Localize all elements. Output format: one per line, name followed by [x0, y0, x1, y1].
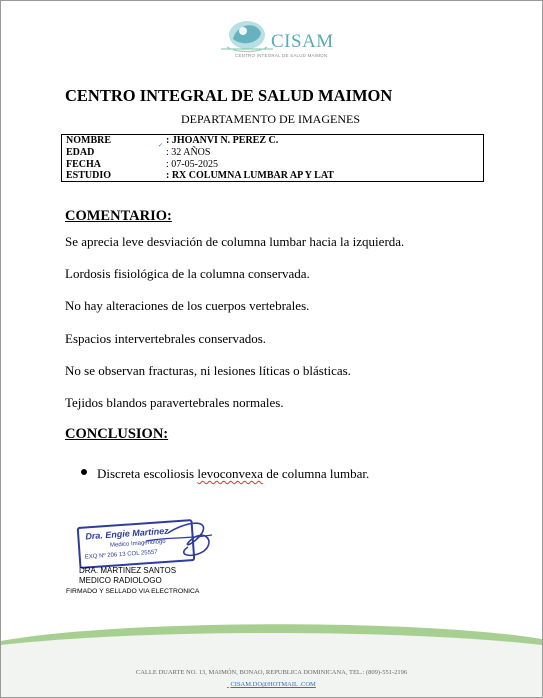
info-value: : JHOANVI N. PEREZ C. [166, 135, 279, 146]
comment-paragraph: Lordosis fisiológica de la columna conservada. [65, 266, 310, 281]
footer-email-line [1, 681, 542, 688]
stamp-id: EXQ Nº 206 13 COL 25557 [84, 549, 158, 561]
doctor-name: DRA. MARTINEZ SANTOS [79, 566, 177, 575]
info-label: FECHA [66, 159, 101, 170]
conclusion-item [97, 466, 369, 482]
conclusion-heading: CONCLUSION: [65, 426, 169, 442]
footer-address: CALLE DUARTE NO. 13, MAIMÓN, BONAO, REPUBLICA DOMINICANA, TEL.: (809)-551-2196 [135, 669, 408, 676]
info-value: : 32 AÑOS [166, 147, 211, 158]
comment-heading: COMENTARIO: [65, 208, 172, 224]
center-title: CENTRO INTEGRAL DE SALUD MAIMON [65, 86, 393, 105]
stamp-name: Dra. Engie Martinez [85, 525, 170, 542]
info-value [166, 170, 334, 182]
doctor-stamp [76, 519, 226, 567]
comment-paragraph: Se aprecia leve desviación de columna lumbar hacia la izquierda. [65, 234, 405, 249]
study-prefix: : RX [166, 170, 189, 181]
info-value: : 07-05-2025 [166, 159, 218, 170]
doctor-role: MEDICO RADIOLOGO [79, 576, 162, 585]
department-title: DEPARTAMENTO DE IMAGENES [181, 112, 360, 126]
small-mark-icon: ✓ [158, 143, 164, 149]
info-label: ESTUDIO [66, 170, 112, 181]
study-name: COLUMNA LUMBAR AP Y LAT [188, 170, 334, 181]
conclusion-text-start: Discreta escoliosis [97, 466, 198, 481]
comment-paragraph: No hay alteraciones de los cuerpos vertebrales. [65, 298, 310, 313]
cisam-logo [213, 13, 333, 63]
info-label: NOMBRE [66, 135, 111, 146]
footer-email[interactable]: CISAM.DO@HOTMAIL .COM [230, 681, 316, 688]
spellcheck-flagged-word: levoconvexa [197, 466, 264, 481]
signature-note: FIRMADO Y SELLADO VIA ELECTRONICA [66, 588, 200, 595]
info-label: EDAD [66, 147, 95, 158]
signature-scribble-icon [76, 519, 226, 567]
logo-text: CISAM [271, 31, 334, 52]
comment-paragraph: No se observan fracturas, ni lesiones líticas o blásticas. [65, 363, 351, 378]
stamp-role: Medico Imagenologo [109, 538, 166, 549]
patient-info-box [61, 134, 484, 182]
logo-subtitle: CENTRO INTEGRAL DE SALUD MAIMON [235, 53, 328, 58]
comment-paragraph: Espacios intervertebrales conservados. [65, 331, 267, 346]
email-prefix [227, 681, 229, 688]
comment-paragraph: Tejidos blandos paravertebrales normales. [65, 395, 284, 410]
conclusion-text-end: de columna lumbar. [263, 466, 370, 481]
footer-band [1, 611, 542, 698]
bullet-icon [81, 469, 87, 475]
